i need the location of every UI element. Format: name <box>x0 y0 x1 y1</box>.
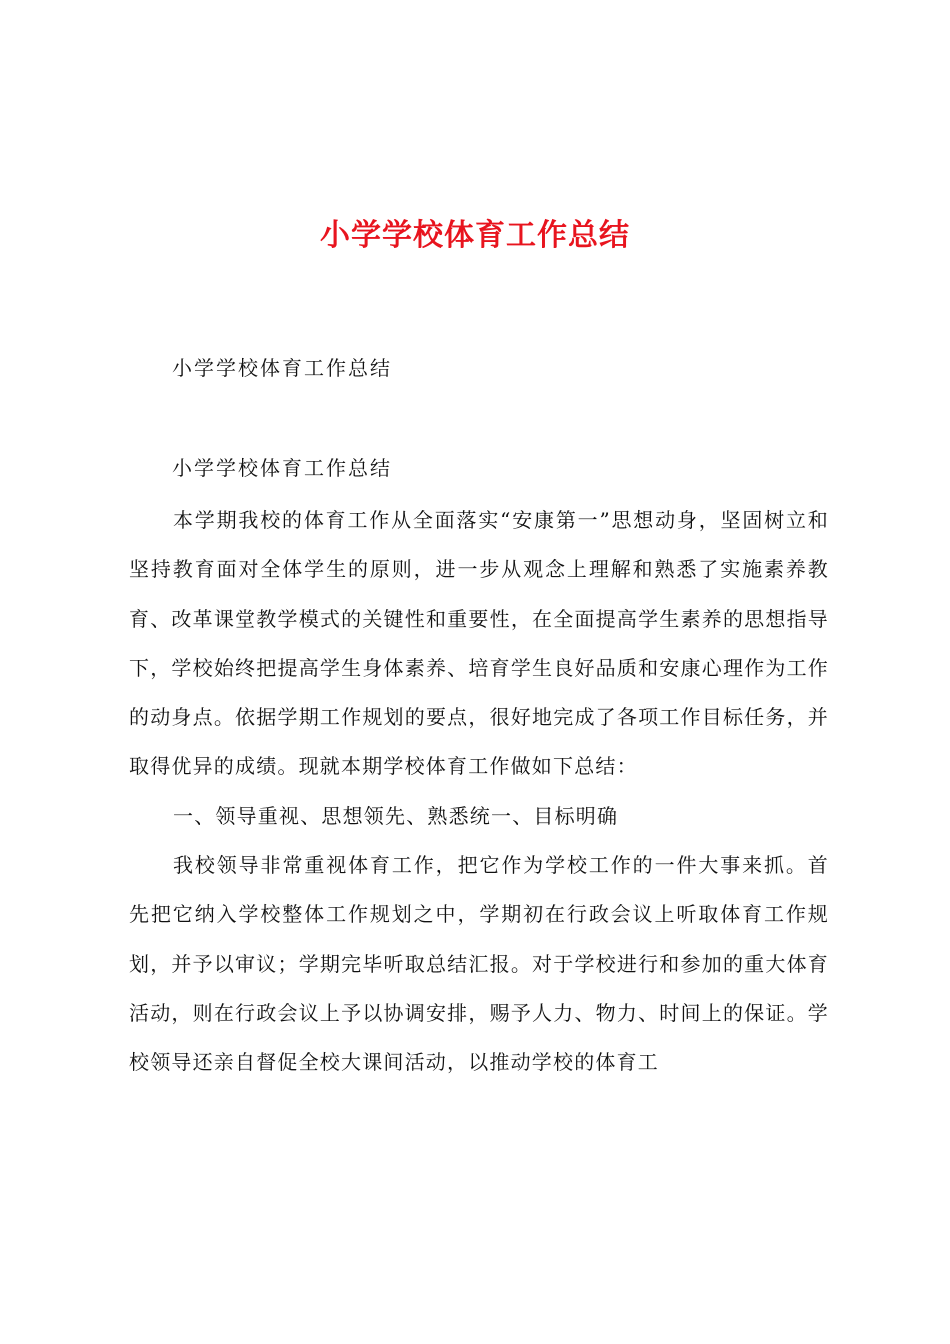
intro-paragraph: 本学期我校的体育工作从全面落实“安康第一”思想动身，坚固树立和坚持教育面对全体学生的原则，进一步从观念上理解和熟悉了实施素养教育、改革课堂教学模式的关键性和重要性，在全面提高学生素养的思想指导下，学校始终把提高学生身体素养、培育学生良好品质和安康心理作为工作的动身点。依据学期工作规划的要点，很好地完成了各项工作目标任务，并取得优异的成绩。现就本期学校体育工作做如下总结： <box>129 508 829 779</box>
section-heading-1: 一、领导重视、思想领先、熟悉统一、目标明确 <box>173 803 619 828</box>
document-title: 小学学校体育工作总结 <box>320 218 630 253</box>
document-subtitle-2: 小学学校体育工作总结 <box>172 456 392 480</box>
section-paragraph-1: 我校领导非常重视体育工作，把它作为学校工作的一件大事来抓。首先把它纳入学校整体工作规划之中，学期初在行政会议上听取体育工作规划，并予以审议；学期完毕听取总结汇报。对于学校进行和参加的重大体育活动，则在行政会议上予以协调安排，赐予人力、物力、时间上的保证。学校领导还亲自督促全校大课间活动，以推动学校的体育工 <box>129 853 829 1075</box>
document-body <box>129 496 829 1088</box>
document-subtitle-1: 小学学校体育工作总结 <box>172 356 392 380</box>
